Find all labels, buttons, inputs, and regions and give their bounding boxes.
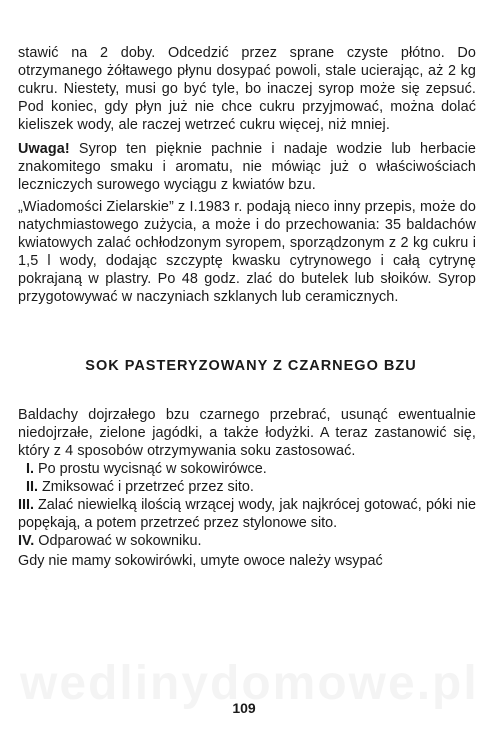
- page-content: [18, 44, 476, 570]
- paragraph-recipe: „Wiadomości Zielarskie” z I.1983 r. podają nieco inny przepis, może do natychmiastowego zużycia, a może i do przechowania: 35 baldachów kwiatowych zalać ochłodzonym syropem, sporządzonym z 2 kg cukru i 1,5 l wody, dodając szczyptę kwasku cytrynowego i całą cytrynę pokrajaną w plastry. Po 48 godz. zlać do butelek lub słoików. Syrop przygotowywać w naczyniach szklanych lub ceramicznych.: [18, 199, 476, 305]
- page-number: 109: [232, 700, 256, 716]
- method-text: Po prostu wycisnąć w sokowirówce.: [38, 461, 267, 477]
- warning-text: Syrop ten pięknie pachnie i nadaje wodzie lub herbacie znakomitego smaku i aromatu, nie mówiąc już o właściwościach leczniczych surowego wyciągu z kwiatów bzu.: [18, 141, 476, 193]
- method-text: Zmiksować i przetrzeć przez sito.: [42, 479, 254, 495]
- warning-label: Uwaga!: [18, 141, 70, 157]
- method-number: III.: [18, 497, 34, 513]
- method-item-1: [18, 460, 476, 478]
- method-number: II.: [26, 479, 38, 495]
- method-number: IV.: [18, 533, 35, 549]
- method-text: Odparować w sokowniku.: [38, 533, 202, 549]
- method-item-2: [18, 478, 476, 496]
- method-item-4: [18, 532, 476, 550]
- paragraph-intro-continuation: stawić na 2 doby. Odcedzić przez sprane czyste płótno. Do otrzymanego żółtawego płynu dosypać powoli, stale ucierając, aż 2 kg cukru. Niestety, musi go być tyle, bo inaczej syrop może się zepsuć. Pod koniec, gdy płyn już nie chce cukru przyjmować, można dolać kieliszek wody, ale raczej wetrzeć cukru więcej, niż mniej.: [18, 45, 476, 133]
- paragraph-warning: [18, 140, 476, 194]
- paragraph-last-line: Gdy nie mamy sokowirówki, umyte owoce należy wsypać: [18, 553, 383, 569]
- method-number: I.: [26, 461, 34, 477]
- method-item-3: [18, 496, 476, 532]
- method-text: Zalać niewielką ilością wrzącej wody, jak najkrócej gotować, póki nie popękają, a potem przetrzeć przez stylonowe sito.: [18, 497, 476, 531]
- paragraph-preparation: Baldachy dojrzałego bzu czarnego przebrać, usunąć ewentualnie niedojrzałe, zielone jagódki, a także łodyżki. A teraz zastanowić się, który z 4 sposobów otrzymywania soku zastosować.: [18, 407, 476, 459]
- section-heading: SOK PASTERYZOWANY Z CZARNEGO BZU: [85, 358, 417, 374]
